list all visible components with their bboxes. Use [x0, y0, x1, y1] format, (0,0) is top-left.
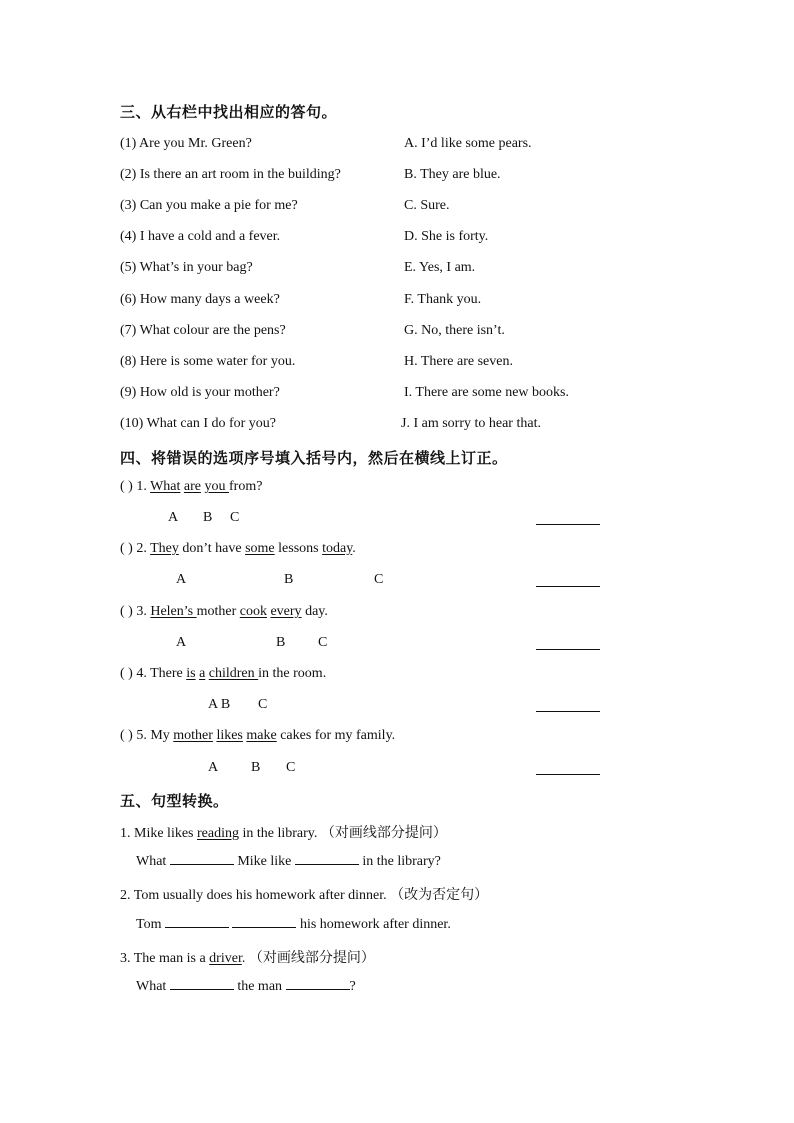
correction-line-4[interactable]: [536, 697, 600, 712]
label-c: C: [230, 510, 240, 525]
section4-title: 四、将错误的选项序号填入括号内，然后在横线上订正。: [120, 449, 508, 467]
answer-blank[interactable]: [232, 916, 296, 928]
option-c: children: [208, 666, 259, 681]
option-b: likes: [216, 728, 243, 743]
answer-a: A. I’d like some pears.: [404, 136, 532, 151]
question-8: (8) Here is some water for you.: [120, 354, 296, 369]
section3-title: 三、从右栏中找出相应的答句。: [120, 103, 338, 121]
option-a: mother: [173, 728, 213, 743]
option-b: a: [199, 666, 206, 681]
answer-blank[interactable]: [170, 853, 234, 865]
question-10: (10) What can I do for you?: [120, 416, 277, 431]
answer-c: C. Sure.: [404, 198, 450, 213]
correction-line-5[interactable]: [536, 760, 600, 775]
label-a: A: [176, 635, 187, 650]
answer-f: F. Thank you.: [404, 292, 482, 307]
question-6: (6) How many days a week?: [120, 292, 280, 307]
answer-h: H. There are seven.: [404, 354, 513, 369]
error-item-4: ( ) 4. There is a children in the room.: [120, 666, 327, 681]
label-b: B: [276, 635, 286, 650]
question-7: (7) What colour are the pens?: [120, 323, 286, 338]
option-b: cook: [239, 604, 267, 619]
option-b: are: [183, 479, 201, 494]
correction-line-2[interactable]: [536, 572, 600, 587]
error-item-2: ( ) 2. They don’t have some lessons today.: [120, 541, 356, 556]
label-c: C: [318, 635, 328, 650]
transform-question-2: 2. Tom usually does his homework after dinner. （改为否定句）: [120, 887, 489, 903]
answer-blank[interactable]: [286, 978, 350, 990]
answer-e: E. Yes, I am.: [404, 260, 476, 275]
question-2: (2) Is there an art room in the building?: [120, 167, 341, 182]
label-b: B: [284, 572, 294, 587]
question-5: (5) What’s in your bag?: [120, 260, 253, 275]
transform-answer-1: What Mike like in the library?: [136, 854, 441, 869]
label-a: A: [208, 760, 219, 775]
transform-question-3: 3. The man is a driver. （对画线部分提问）: [120, 950, 375, 966]
answer-blank[interactable]: [170, 978, 234, 990]
option-a: is: [186, 666, 196, 681]
label-c: C: [258, 697, 268, 712]
label-a: A: [168, 510, 179, 525]
label-c: C: [286, 760, 296, 775]
label-b: B: [203, 510, 213, 525]
answer-j: J. I am sorry to hear that.: [401, 416, 541, 431]
answer-i: I. There are some new books.: [404, 385, 569, 400]
correction-line-1[interactable]: [536, 510, 600, 525]
answer-b: B. They are blue.: [404, 167, 501, 182]
error-item-5: ( ) 5. My mother likes make cakes for my family.: [120, 728, 396, 743]
label-c: C: [374, 572, 384, 587]
transform-answer-3: What the man ?: [136, 979, 356, 994]
answer-blank[interactable]: [295, 853, 359, 865]
label-a: A: [176, 572, 187, 587]
option-a: They: [150, 541, 179, 556]
answer-d: D. She is forty.: [404, 229, 489, 244]
transform-answer-2: Tom his homework after dinner.: [136, 917, 451, 932]
option-b: some: [245, 541, 275, 556]
question-3: (3) Can you make a pie for me?: [120, 198, 298, 213]
label-ab: A B: [208, 697, 231, 712]
question-9: (9) How old is your mother?: [120, 385, 280, 400]
error-item-3: ( ) 3. Helen’s mother cook every day.: [120, 604, 328, 619]
option-c: you: [204, 479, 229, 494]
option-a: Helen’s: [150, 604, 197, 619]
section5-title: 五、句型转换。: [120, 792, 229, 810]
option-c: today: [322, 541, 353, 556]
label-b: B: [251, 760, 261, 775]
question-1: (1) Are you Mr. Green?: [120, 136, 252, 151]
option-c: make: [246, 728, 277, 743]
question-4: (4) I have a cold and a fever.: [120, 229, 281, 244]
error-item-1: ( ) 1. What are you from?: [120, 479, 263, 494]
transform-question-1: 1. Mike likes reading in the library. （对画线部分提问）: [120, 825, 447, 841]
option-c: every: [270, 604, 302, 619]
correction-line-3[interactable]: [536, 635, 600, 650]
answer-g: G. No, there isn’t.: [404, 323, 505, 338]
option-a: What: [150, 479, 181, 494]
answer-blank[interactable]: [165, 916, 229, 928]
